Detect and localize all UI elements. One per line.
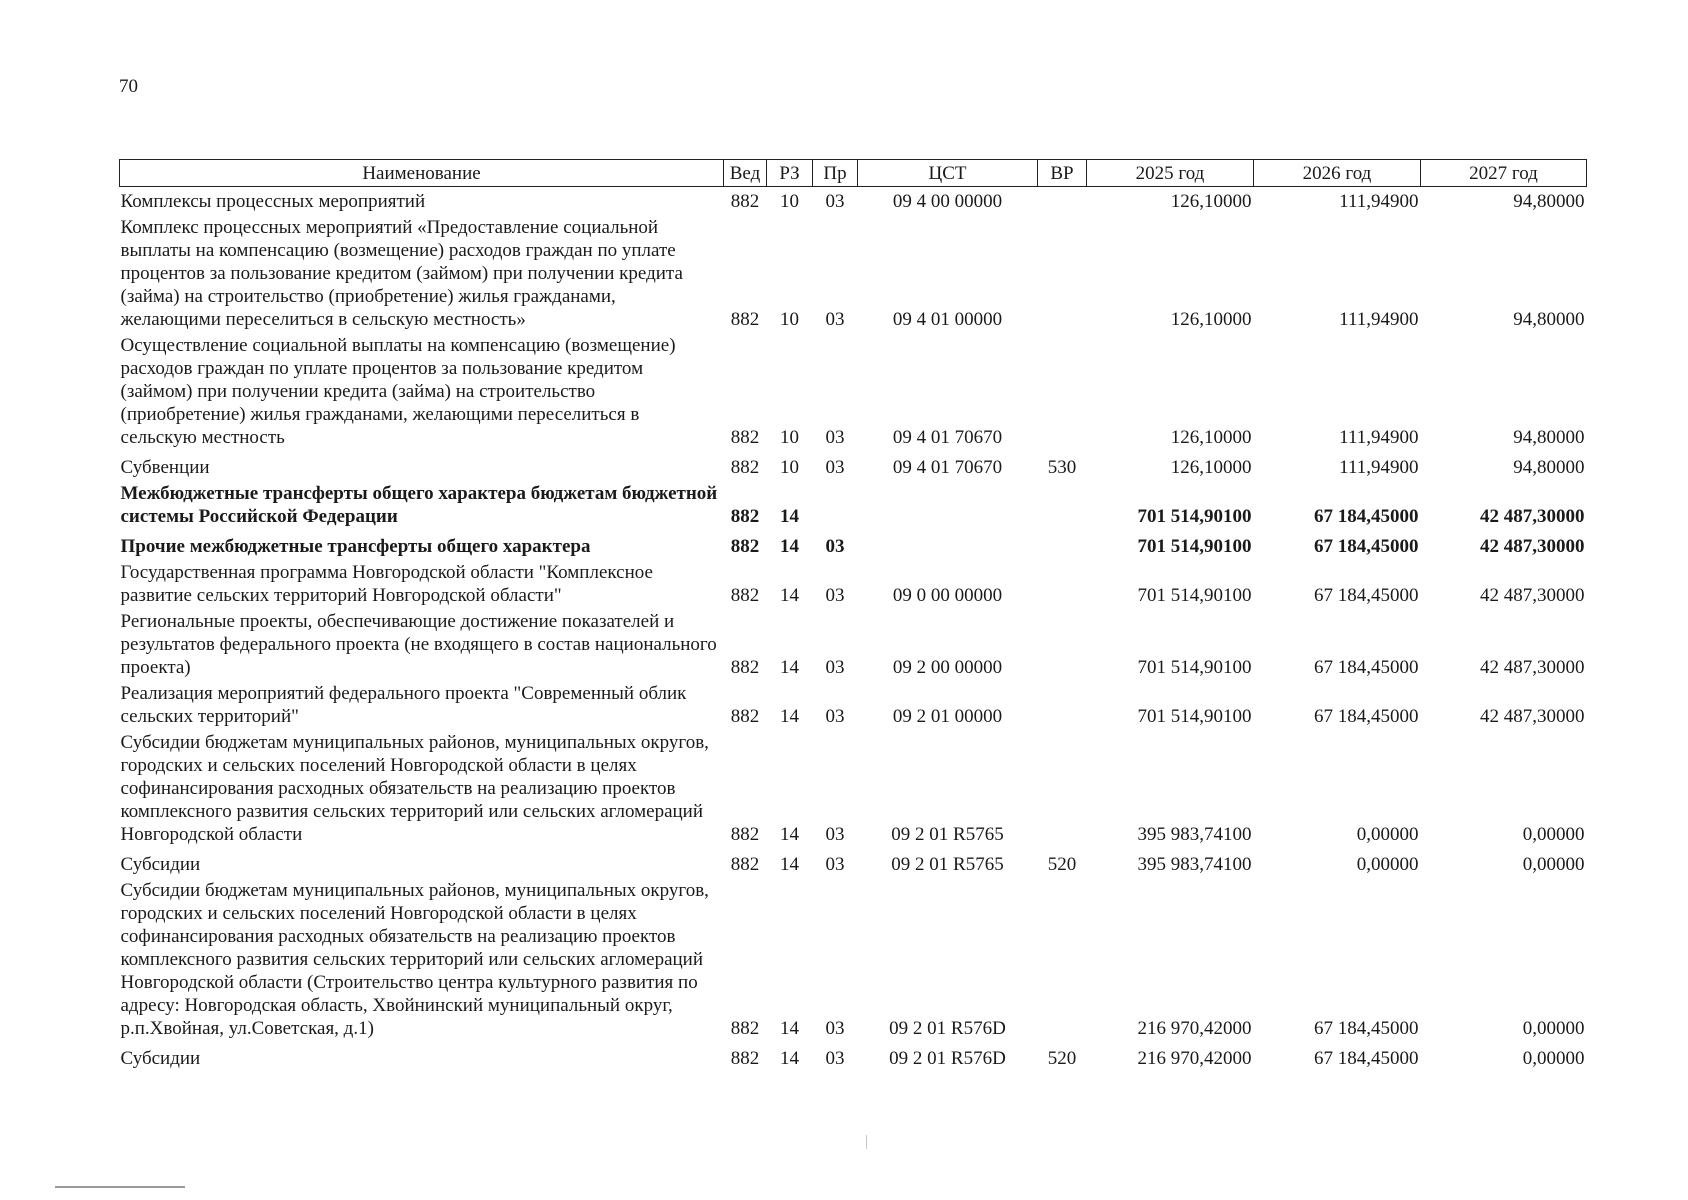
cell-2026: 0,00000 <box>1356 854 1419 875</box>
cell-rz: 10 <box>780 191 799 212</box>
cell-cst: 09 2 00 00000 <box>892 657 1003 678</box>
header-2025: 2025 год <box>1087 160 1254 187</box>
header-2027: 2027 год <box>1421 160 1587 187</box>
cell-cst: 09 2 01 00000 <box>892 706 1003 727</box>
cell-ved: 882 <box>730 506 760 527</box>
cell-vr: 520 <box>1047 854 1077 875</box>
cell-2026: 67 184,45000 <box>1314 657 1419 678</box>
cell-2025: 395 983,74100 <box>1137 824 1252 845</box>
cell-cst: 09 2 01 R576D <box>889 1048 1006 1069</box>
cell-2025: 126,10000 <box>1170 309 1252 330</box>
cell-name: Комплекс процессных мероприятий «Предоставление социальной выплаты на компенсацию (возмещение) расходов граждан по уплате процентов за пользование кредитом (займом) при получении кредита (займа) на строительство (приобретение) жилья гражданами, желающими переселиться в сельскую местность» <box>120 217 683 330</box>
cell-2027: 42 487,30000 <box>1480 536 1585 557</box>
cell-cst: 09 4 01 70670 <box>892 457 1003 478</box>
cell-cst <box>858 482 1038 531</box>
cell-2025: 701 514,90100 <box>1137 506 1252 527</box>
cell-cst: 09 4 00 00000 <box>892 191 1003 212</box>
table-row <box>120 187 1587 217</box>
cell-2025: 216 970,42000 <box>1137 1018 1252 1039</box>
budget-table <box>119 159 1587 1073</box>
cell-2027: 42 487,30000 <box>1480 706 1585 727</box>
table-row <box>120 561 1587 610</box>
cell-2026: 67 184,45000 <box>1314 1048 1419 1069</box>
cell-name: Комплексы процессных мероприятий <box>120 191 426 212</box>
cell-2026: 67 184,45000 <box>1314 536 1419 557</box>
cell-rz: 14 <box>780 824 799 845</box>
cell-2026: 111,94900 <box>1339 457 1419 478</box>
cell-vr: 520 <box>1047 1048 1077 1069</box>
cell-pr: 03 <box>825 1048 845 1069</box>
cell-name: Субсидии <box>120 854 201 875</box>
table-header <box>120 160 1587 187</box>
cell-vr <box>1038 334 1087 452</box>
cell-2027: 0,00000 <box>1522 854 1585 875</box>
cell-rz: 14 <box>780 1048 799 1069</box>
cell-2027: 94,80000 <box>1513 427 1585 448</box>
cell-2025: 701 514,90100 <box>1137 706 1252 727</box>
cell-2025: 126,10000 <box>1170 191 1252 212</box>
table-row <box>120 216 1587 334</box>
cell-vr: 530 <box>1047 457 1077 478</box>
cell-2025: 126,10000 <box>1170 427 1252 448</box>
table-body <box>120 187 1587 1074</box>
cell-vr <box>1038 482 1087 531</box>
cell-name: Субсидии <box>120 1048 201 1069</box>
cell-rz: 14 <box>780 585 799 606</box>
header-rz: РЗ <box>767 160 813 187</box>
cell-ved: 882 <box>730 457 760 478</box>
cell-vr <box>1038 610 1087 682</box>
cell-vr <box>1038 216 1087 334</box>
cell-rz: 14 <box>780 657 799 678</box>
cell-pr: 03 <box>825 706 845 727</box>
cell-2026: 111,94900 <box>1339 191 1419 212</box>
cell-2025: 126,10000 <box>1170 457 1252 478</box>
cell-2026: 67 184,45000 <box>1314 506 1419 527</box>
cell-rz: 10 <box>780 457 799 478</box>
cell-rz: 10 <box>780 309 799 330</box>
cell-vr <box>1038 561 1087 610</box>
table-row <box>120 731 1587 849</box>
cell-ved: 882 <box>730 191 760 212</box>
header-cst: ЦСТ <box>858 160 1038 187</box>
cell-pr: 03 <box>825 427 845 448</box>
cell-2026: 67 184,45000 <box>1314 585 1419 606</box>
cell-name: Межбюджетные трансферты общего характера бюджетам бюджетной системы Российской Федерации <box>120 483 718 527</box>
cell-2026: 0,00000 <box>1356 824 1419 845</box>
cell-2026: 67 184,45000 <box>1314 1018 1419 1039</box>
cell-ved: 882 <box>730 1048 760 1069</box>
cell-cst: 09 4 01 70670 <box>892 427 1003 448</box>
cell-cst: 09 4 01 00000 <box>892 309 1003 330</box>
table-row <box>120 610 1587 682</box>
cell-vr <box>1038 682 1087 731</box>
cell-name: Государственная программа Новгородской области "Комплексное развитие сельских территорий Новгородской области" <box>120 562 653 606</box>
cell-rz: 14 <box>780 1018 799 1039</box>
cell-name: Реализация мероприятий федерального проекта "Современный облик сельских территорий" <box>120 683 687 727</box>
cell-ved: 882 <box>730 309 760 330</box>
cell-name: Региональные проекты, обеспечивающие достижение показателей и результатов федерального проекта (не входящего в состав национального проекта) <box>120 611 717 678</box>
cell-2027: 42 487,30000 <box>1480 585 1585 606</box>
cell-pr: 03 <box>825 585 845 606</box>
cell-rz: 14 <box>780 536 799 557</box>
cell-pr: 03 <box>825 309 845 330</box>
cell-pr: 03 <box>825 457 845 478</box>
cell-2027: 94,80000 <box>1513 457 1585 478</box>
cell-ved: 882 <box>730 657 760 678</box>
cell-vr <box>1038 531 1087 561</box>
cell-pr: 03 <box>825 657 845 678</box>
cell-2026: 111,94900 <box>1339 309 1419 330</box>
cell-name: Субсидии бюджетам муниципальных районов, муниципальных округов, городских и сельских поселений Новгородской области в целях софинансирования расходных обязательств на реализацию проектов комплексного развития сельских территорий или сельских агломераций Новгородской области (Строительство центра культурного развития по адресу: Новгородская область, Хвойнинский муниципальный округ, р.п.Хвойная, ул.Советская, д.1) <box>120 880 709 1039</box>
scan-artifact-line <box>55 1186 185 1188</box>
cell-name: Осуществление социальной выплаты на компенсацию (возмещение) расходов граждан по уплате процентов за пользование кредитом (займом) при получении кредита (займа) на строительство (приобретение) жилья гражданами, желающими переселиться в сельскую местность <box>120 335 676 448</box>
cell-rz: 10 <box>780 427 799 448</box>
cell-pr: 03 <box>825 1018 845 1039</box>
table-row <box>120 531 1587 561</box>
cell-pr: 03 <box>825 854 845 875</box>
cell-cst <box>858 531 1038 561</box>
cell-2025: 701 514,90100 <box>1137 536 1252 557</box>
cell-ved: 882 <box>730 706 760 727</box>
cell-pr: 03 <box>825 824 845 845</box>
cell-2027: 0,00000 <box>1522 1018 1585 1039</box>
header-name: Наименование <box>120 160 724 187</box>
cell-ved: 882 <box>730 585 760 606</box>
cell-2027: 0,00000 <box>1522 824 1585 845</box>
cell-vr <box>1038 879 1087 1043</box>
cell-2027: 94,80000 <box>1513 191 1585 212</box>
cell-rz: 14 <box>780 706 799 727</box>
cell-2026: 67 184,45000 <box>1314 706 1419 727</box>
table-row <box>120 1043 1587 1073</box>
cell-2027: 42 487,30000 <box>1480 506 1585 527</box>
cell-2027: 94,80000 <box>1513 309 1585 330</box>
cell-ved: 882 <box>730 1018 760 1039</box>
cell-2025: 216 970,42000 <box>1137 1048 1252 1069</box>
cell-pr: 03 <box>825 191 845 212</box>
cell-ved: 882 <box>730 536 760 557</box>
cell-vr <box>1038 731 1087 849</box>
cell-vr <box>1038 187 1087 217</box>
cell-ved: 882 <box>730 854 760 875</box>
cell-cst: 09 2 01 R5765 <box>891 854 1004 875</box>
table-row <box>120 879 1587 1043</box>
page-number: 70 <box>119 76 138 97</box>
table-row <box>120 334 1587 452</box>
header-pr: Пр <box>813 160 858 187</box>
table-row <box>120 682 1587 731</box>
cell-2026: 111,94900 <box>1339 427 1419 448</box>
table-row <box>120 849 1587 879</box>
table-row <box>120 452 1587 482</box>
cell-2025: 701 514,90100 <box>1137 657 1252 678</box>
cell-2025: 701 514,90100 <box>1137 585 1252 606</box>
cell-name: Прочие межбюджетные трансферты общего характера <box>120 536 591 557</box>
cell-pr <box>813 482 858 531</box>
cell-ved: 882 <box>730 427 760 448</box>
cell-rz: 14 <box>780 506 799 527</box>
cell-2027: 0,00000 <box>1522 1048 1585 1069</box>
cell-ved: 882 <box>730 824 760 845</box>
scan-artifact-mark <box>866 1135 867 1149</box>
cell-2025: 395 983,74100 <box>1137 854 1252 875</box>
cell-2027: 42 487,30000 <box>1480 657 1585 678</box>
cell-name: Субсидии бюджетам муниципальных районов, муниципальных округов, городских и сельских поселений Новгородской области в целях софинансирования расходных обязательств на реализацию проектов комплексного развития сельских территорий или сельских агломераций Новгородской области <box>120 732 709 845</box>
cell-cst: 09 0 00 00000 <box>892 585 1003 606</box>
cell-cst: 09 2 01 R5765 <box>891 824 1004 845</box>
header-ved: Вед <box>724 160 767 187</box>
cell-rz: 14 <box>780 854 799 875</box>
cell-pr: 03 <box>825 536 845 557</box>
cell-cst: 09 2 01 R576D <box>889 1018 1006 1039</box>
cell-name: Субвенции <box>120 457 210 478</box>
header-vr: ВР <box>1038 160 1087 187</box>
table-row <box>120 482 1587 531</box>
header-2026: 2026 год <box>1254 160 1421 187</box>
